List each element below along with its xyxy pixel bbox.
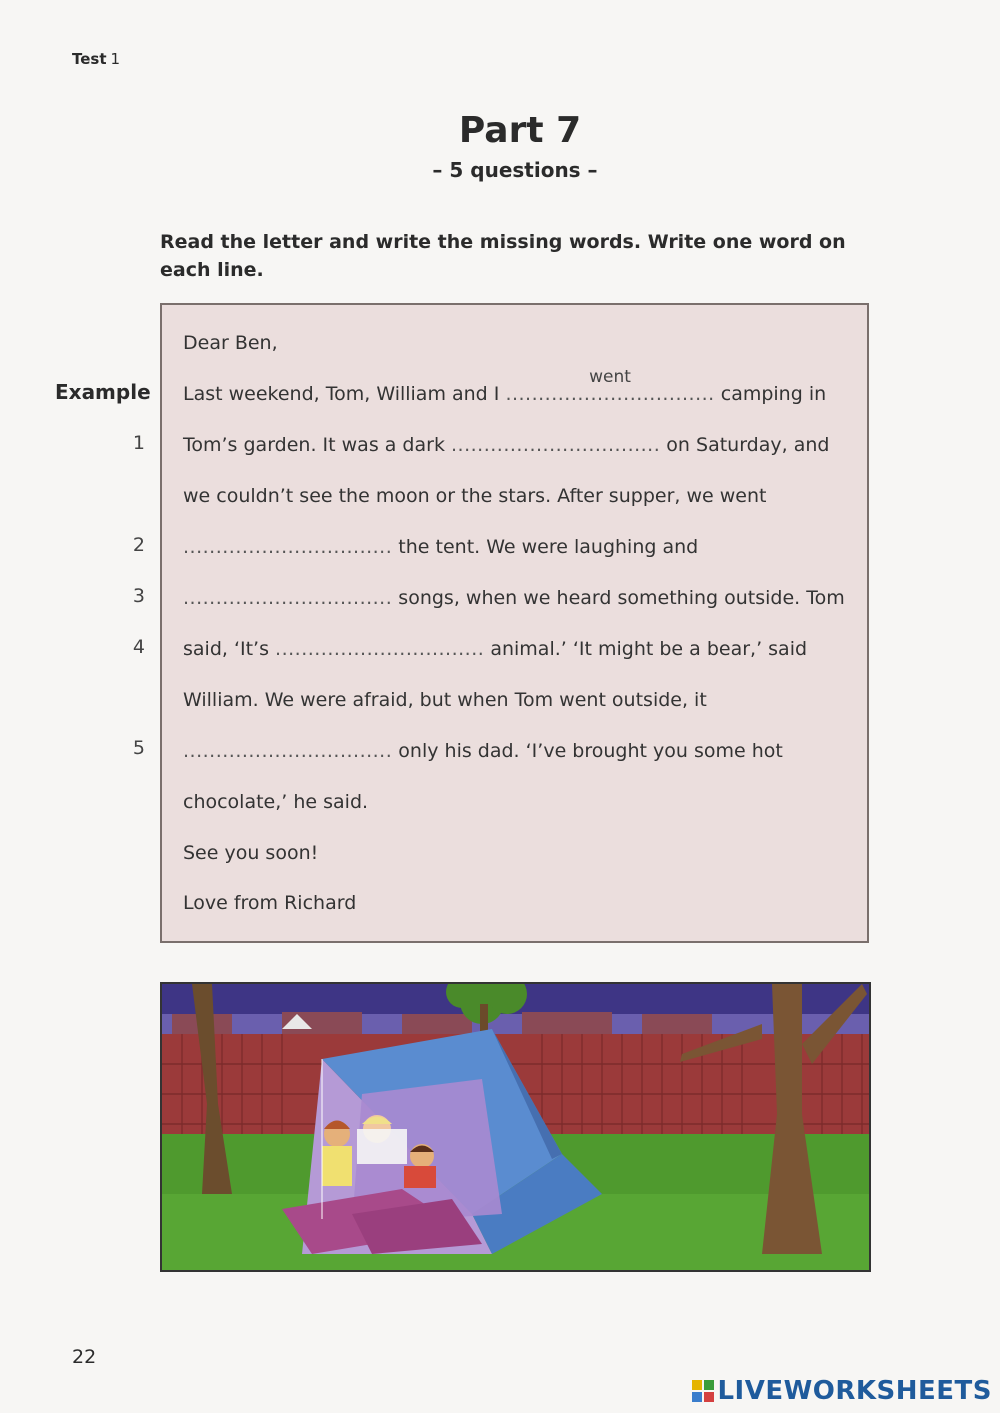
- page-number: 22: [72, 1346, 97, 1368]
- part-title: Part 7: [458, 110, 582, 151]
- question-number-2: 2: [132, 534, 145, 556]
- letter-greeting: Dear Ben,: [183, 332, 278, 354]
- instructions: Read the letter and write the missing words. Write one word on each line.: [160, 231, 846, 281]
- letter-line-2: ................................ the tent. We were laughing and: [183, 536, 699, 558]
- letter-line-5: ................................ only his dad. ‘I’ve brought you some hot: [183, 740, 783, 762]
- answer-blank-1[interactable]: ................................: [451, 434, 661, 456]
- answer-blank-3[interactable]: ................................: [183, 587, 393, 609]
- letter-line-example: Last weekend, Tom, William and I ................................ went camping in: [183, 367, 827, 405]
- answer-blank-2[interactable]: ................................: [183, 536, 393, 558]
- letter-line-3: we couldn’t see the moon or the stars. After supper, we went: [183, 485, 767, 507]
- example-answer-field: ................................ went: [505, 367, 715, 405]
- liveworksheets-icon: [692, 1379, 714, 1401]
- answer-blank-4[interactable]: ................................: [275, 638, 485, 660]
- example-answer: went: [589, 367, 631, 387]
- camping-illustration: [160, 982, 871, 1272]
- letter-signature: Love from Richard: [183, 892, 357, 914]
- letter-line-3q: ................................ songs, when we heard something outside. Tom: [183, 587, 845, 609]
- question-number-4: 4: [132, 636, 145, 658]
- question-number-5: 5: [132, 737, 145, 759]
- test-number: 1: [110, 50, 121, 68]
- brand-text: LIVEWORKSHEETS: [717, 1376, 992, 1406]
- part-subtitle: – 5 questions –: [432, 158, 598, 182]
- brand-logo[interactable]: [692, 1376, 992, 1406]
- test-label: Test 1: [72, 50, 121, 68]
- answer-blank-5[interactable]: ................................: [183, 740, 393, 762]
- letter-line-4: said, ‘It’s ................................ animal.’ ‘It might be a bear,’ said: [183, 638, 808, 660]
- letter-signoff: See you soon!: [183, 842, 319, 864]
- letter-line-7: William. We were afraid, but when Tom went outside, it: [183, 689, 707, 711]
- letter-line-9: chocolate,’ he said.: [183, 791, 369, 813]
- example-label: Example: [55, 380, 151, 404]
- letter-line-1: Tom’s garden. It was a dark ................................ on Saturday, and: [183, 434, 830, 456]
- question-number-1: 1: [132, 432, 145, 454]
- question-number-3: 3: [132, 585, 145, 607]
- camping-scene: [162, 984, 869, 1270]
